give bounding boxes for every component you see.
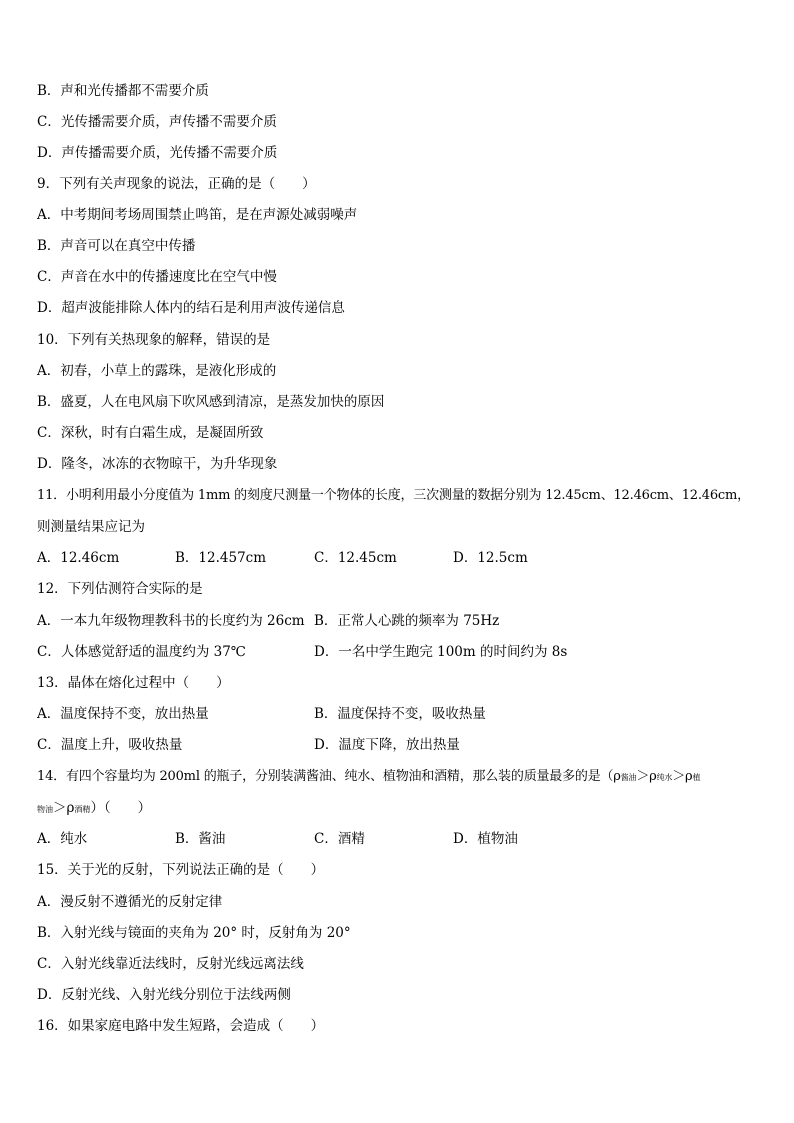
question-9-stem: 9．下列有关声现象的说法，正确的是（ ） (37, 176, 316, 192)
q12-option-b: B．正常人心跳的频率为 75Hz (314, 613, 500, 629)
q10-option-a: A．初春，小草上的露珠，是液化形成的 (37, 363, 277, 379)
q12-option-c: C．人体感觉舒适的温度约为 37℃ (37, 644, 246, 660)
q8-option-b: B．声和光传播都不需要介质 (37, 83, 209, 99)
q14-subscript-plant: 植 (692, 773, 701, 782)
question-15-stem: 15．关于光的反射，下列说法正确的是（ ） (37, 862, 325, 878)
q14-option-d: D．植物油 (453, 831, 518, 847)
q14-subscript-alcohol: 酒精 (74, 805, 91, 814)
q9-option-b: B．声音可以在真空中传播 (37, 238, 196, 254)
question-14-stem-line2 (37, 799, 151, 819)
q14-gt-2: ＞ρ (672, 769, 693, 784)
q9-option-d: D．超声波能排除人体内的结石是利用声波传递信息 (37, 300, 345, 316)
q13-option-a: A．温度保持不变，放出热量 (37, 706, 209, 722)
q10-option-b: B．盛夏，人在电风扇下吹风感到清凉，是蒸发加快的原因 (37, 394, 385, 410)
q14-option-c: C．酒精 (314, 831, 365, 847)
q14-subscript-pure-water: 纯水 (656, 773, 673, 782)
question-11-stem-line2: 则测量结果应记为 (37, 519, 145, 535)
question-12-stem: 12．下列估测符合实际的是 (37, 581, 203, 597)
q14-stem-text: 14．有四个容量均为 200ml 的瓶子，分别装满酱油、纯水、植物油和酒精，那么装的质量最多的是（ρ (37, 769, 621, 784)
q15-option-a: A．漫反射不遵循光的反射定律 (37, 894, 223, 910)
q8-option-c: C．光传播需要介质，声传播不需要介质 (37, 114, 277, 130)
q10-option-c: C．深秋，时有白霜生成，是凝固所致 (37, 425, 264, 441)
q14-option-b: B．酱油 (175, 831, 226, 847)
q11-option-d: D．12.5cm (453, 550, 528, 566)
q14-subscript-soy-sauce: 酱油 (620, 773, 637, 782)
question-16-stem: 16．如果家庭电路中发生短路，会造成（ ） (37, 1018, 325, 1034)
question-13-stem: 13．晶体在熔化过程中（ ） (37, 675, 230, 691)
q11-option-a: A．12.46cm (37, 550, 120, 566)
q14-subscript-oil: 物油 (37, 805, 53, 814)
q15-option-b: B．入射光线与镜面的夹角为 20° 时，反射角为 20° (37, 925, 351, 941)
q13-option-b: B．温度保持不变，吸收热量 (314, 706, 486, 722)
q14-stem-end: ）（ ） (90, 800, 152, 816)
question-10-stem: 10．下列有关热现象的解释，错误的是 (37, 332, 271, 348)
q15-option-d: D．反射光线、入射光线分别位于法线两侧 (37, 987, 291, 1003)
q13-option-c: C．温度上升，吸收热量 (37, 737, 183, 753)
q8-option-d: D．声传播需要介质，光传播不需要介质 (37, 145, 278, 161)
q14-gt-1: ＞ρ (636, 769, 657, 784)
question-14-stem-line1 (37, 768, 700, 787)
q13-option-d: D．温度下降，放出热量 (314, 737, 460, 753)
question-11-stem-line1: 11．小明利用最小分度值为 1mm 的刻度尺测量一个物体的长度，三次测量的数据分别为 12.45cm、12.46cm、12.46cm， (37, 488, 750, 503)
q14-gt-3: ＞ρ (53, 800, 75, 816)
q11-option-c: C．12.45cm (314, 550, 397, 566)
q12-option-d: D．一名中学生跑完 100m 的时间约为 8s (314, 644, 568, 660)
q9-option-a: A．中考期间考场周围禁止鸣笛，是在声源处减弱噪声 (37, 207, 358, 223)
q10-option-d: D．隆冬，冰冻的衣物晾干，为升华现象 (37, 456, 278, 472)
q11-option-b: B．12.457cm (175, 550, 267, 566)
q14-option-a: A．纯水 (37, 831, 88, 847)
q15-option-c: C．入射光线靠近法线时，反射光线远离法线 (37, 956, 304, 972)
q9-option-c: C．声音在水中的传播速度比在空气中慢 (37, 269, 277, 285)
q12-option-a: A．一本九年级物理教科书的长度约为 26cm (37, 613, 305, 629)
